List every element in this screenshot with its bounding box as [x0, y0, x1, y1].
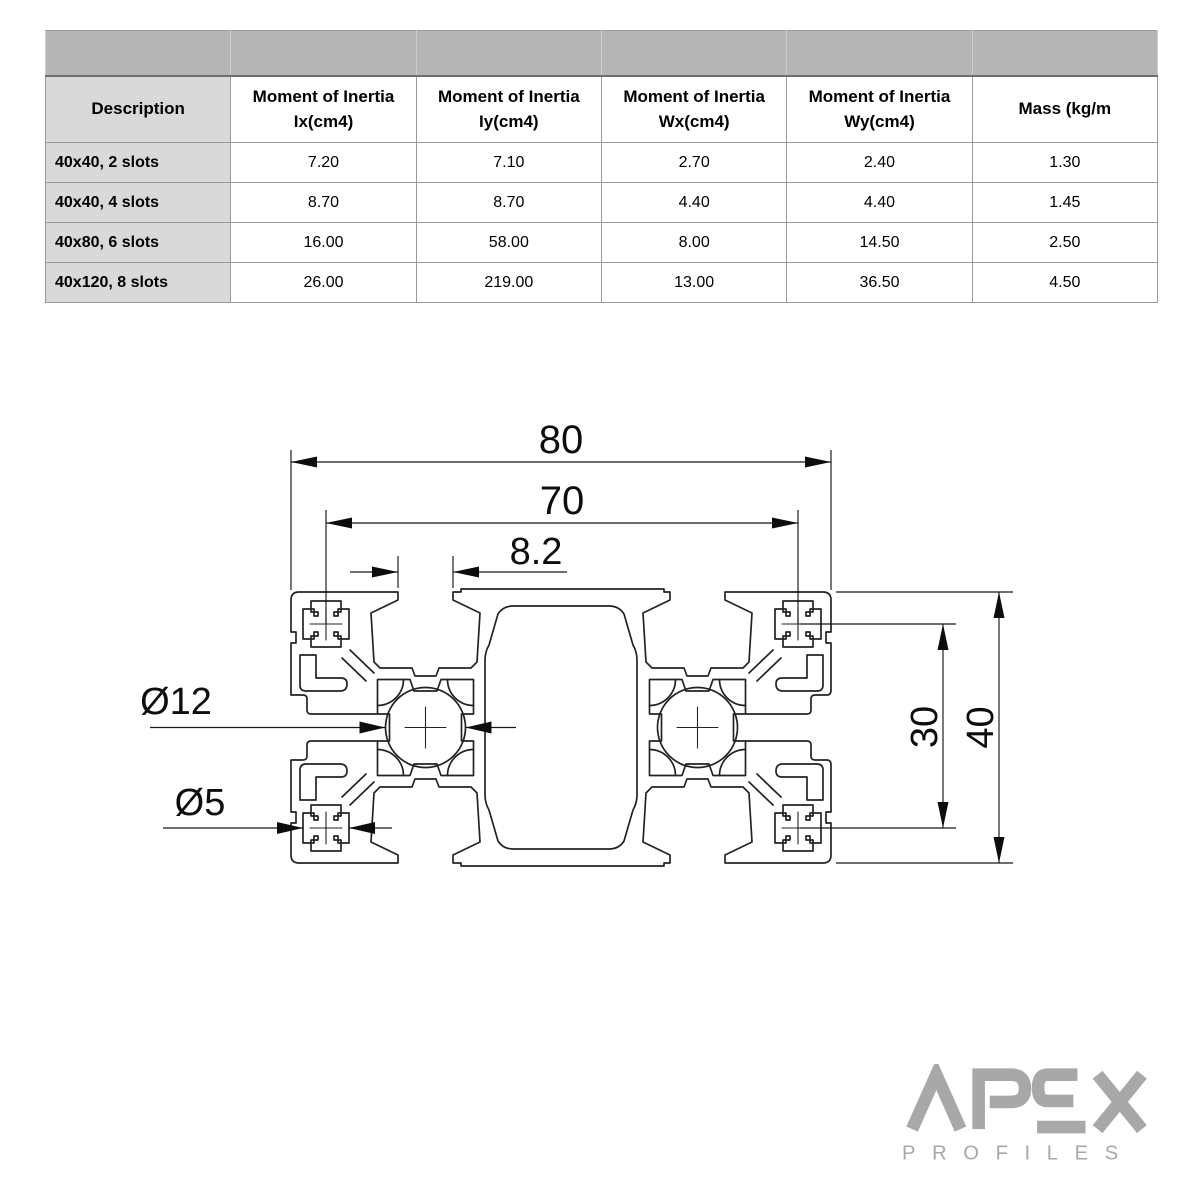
col-header-wy: Moment of Inertia Wy(cm4) — [787, 76, 972, 143]
col-header-ix: Moment of Inertia Ix(cm4) — [231, 76, 416, 143]
cell-mass: 2.50 — [972, 223, 1157, 263]
cell-description: 40x120, 8 slots — [46, 263, 231, 303]
logo-letter-x — [1098, 1075, 1142, 1129]
corner-screw-bosses — [303, 601, 821, 851]
cell-iy: 58.00 — [416, 223, 601, 263]
apex-logo — [898, 1064, 1150, 1166]
dim-corner-bore — [163, 782, 392, 834]
dim-8-2-label: 8.2 — [509, 531, 563, 573]
cell-ix: 7.20 — [231, 143, 416, 183]
cell-wy: 4.40 — [787, 183, 972, 223]
col-header-mass: Mass (kg/m — [972, 76, 1157, 143]
cell-wx: 13.00 — [601, 263, 786, 303]
cell-description: 40x80, 6 slots — [46, 223, 231, 263]
brand-wordmark — [912, 1075, 1142, 1129]
cell-wy: 2.40 — [787, 143, 972, 183]
cell-ix: 26.00 — [231, 263, 416, 303]
cell-wx: 2.70 — [601, 143, 786, 183]
profile-core-block-right — [650, 680, 746, 776]
dim-slot-opening — [350, 531, 567, 588]
cell-wy: 14.50 — [787, 223, 972, 263]
cell-ix: 8.70 — [231, 183, 416, 223]
dim-70-label: 70 — [539, 479, 585, 523]
logo-letter-e — [1037, 1075, 1085, 1127]
cell-mass: 4.50 — [972, 263, 1157, 303]
cell-iy: 7.10 — [416, 143, 601, 183]
profile-core-block-left — [378, 680, 474, 776]
cell-wx: 8.00 — [601, 223, 786, 263]
dim-40-label: 40 — [960, 706, 1002, 749]
cell-description: 40x40, 2 slots — [46, 143, 231, 183]
dim-d5-label: Ø5 — [174, 782, 226, 824]
logo-letter-a — [912, 1075, 960, 1129]
cell-iy: 219.00 — [416, 263, 601, 303]
cell-mass: 1.45 — [972, 183, 1157, 223]
col-header-iy: Moment of Inertia Iy(cm4) — [416, 76, 601, 143]
dim-d12-label: Ø12 — [140, 681, 212, 723]
dim-30-label: 30 — [904, 705, 946, 749]
cell-mass: 1.30 — [972, 143, 1157, 183]
cell-wy: 36.50 — [787, 263, 972, 303]
logo-letter-p — [979, 1075, 1025, 1129]
col-header-description: Description — [46, 76, 231, 143]
dim-80-label: 80 — [538, 418, 584, 462]
col-header-wx: Moment of Inertia Wx(cm4) — [601, 76, 786, 143]
cell-ix: 16.00 — [231, 223, 416, 263]
brand-subtitle: PROFILES — [902, 1142, 1135, 1165]
cell-description: 40x40, 4 slots — [46, 183, 231, 223]
cell-wx: 4.40 — [601, 183, 786, 223]
cell-iy: 8.70 — [416, 183, 601, 223]
